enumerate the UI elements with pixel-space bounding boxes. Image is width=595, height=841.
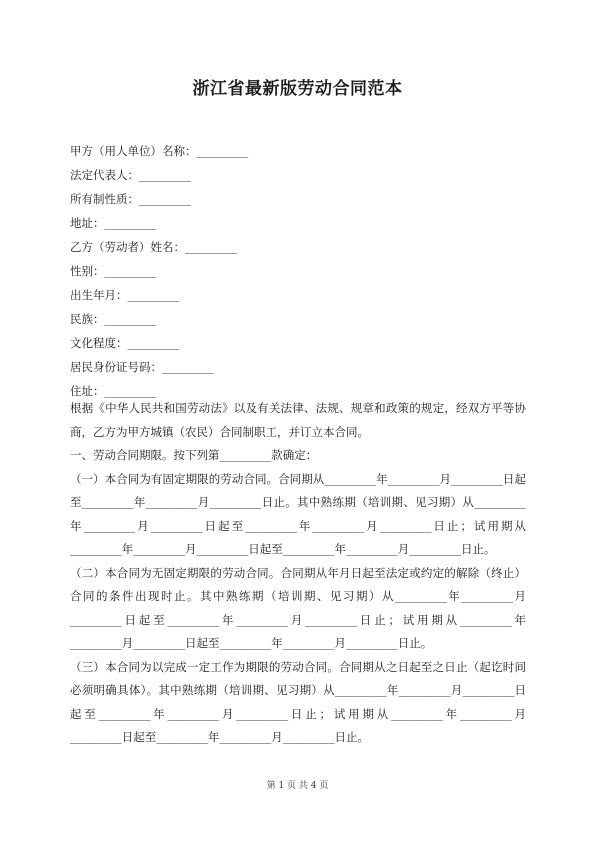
residence-field: 住址：_________ (70, 384, 157, 398)
page-number-footer: 第 1 页 共 4 页 (266, 781, 329, 791)
party-info-fields (70, 141, 530, 405)
clause-fixed-term: （一）本合同为有固定期限的劳动合同。合同期从_________年_________月_________日起至_________年_________月_________日止。其中熟练期（培训期、见习期）从_________年_________月_________日起至_________年_________月_________日止；试用期从_________年_________月_________日起至_________年_________月_________日止。 (70, 471, 526, 556)
address-field: 地址：_________ (70, 216, 157, 230)
ethnicity-field: 民族：_________ (70, 312, 157, 326)
legal-representative-field: 法定代表人：_________ (70, 168, 191, 182)
section-term-heading: 一、劳动合同期限。按下列第_________款确定： (70, 448, 318, 462)
birth-date-field: 出生年月：_________ (70, 288, 180, 302)
gender-field: 性别：_________ (70, 264, 157, 278)
clause-task-term: （三）本合同为以完成一定工作为期限的劳动合同。合同期从之日起至之日止（起讫时间必须明确具体）。其中熟练期（培训期、见习期）从_________年_________月_________日起至_________年_________月_________日止；试用期从_________年_________月_________日起至_________年_________月_________日止。 (70, 659, 526, 744)
party-a-name-field: 甲方（用人单位）名称：_________ (70, 144, 249, 158)
id-number-field: 居民身份证号码：_________ (70, 360, 214, 374)
preamble-paragraph: 根据《中华人民共和国劳动法》以及有关法律、法规、规章和政策的规定，经双方平等协商，乙方为甲方城镇（农民）合同制职工，并订立本合同。 (70, 401, 526, 439)
document-title: 浙江省最新版劳动合同范本 (192, 79, 403, 99)
ownership-type-field: 所有制性质：_________ (70, 192, 191, 206)
party-b-name-field: 乙方（劳动者）姓名：_________ (70, 240, 237, 254)
education-field: 文化程度：_________ (70, 336, 180, 350)
contract-body (70, 397, 526, 750)
clause-open-term: （二）本合同为无固定期限的劳动合同。合同期从年月日起至法定或约定的解除（终止）合同的条件出现时止。其中熟练期（培训期、见习期）从_________年_________月_________日起至_________年_________月_________日止；试用期从_________年_________月_________日起至_________年_________月_________日止。 (70, 565, 526, 650)
